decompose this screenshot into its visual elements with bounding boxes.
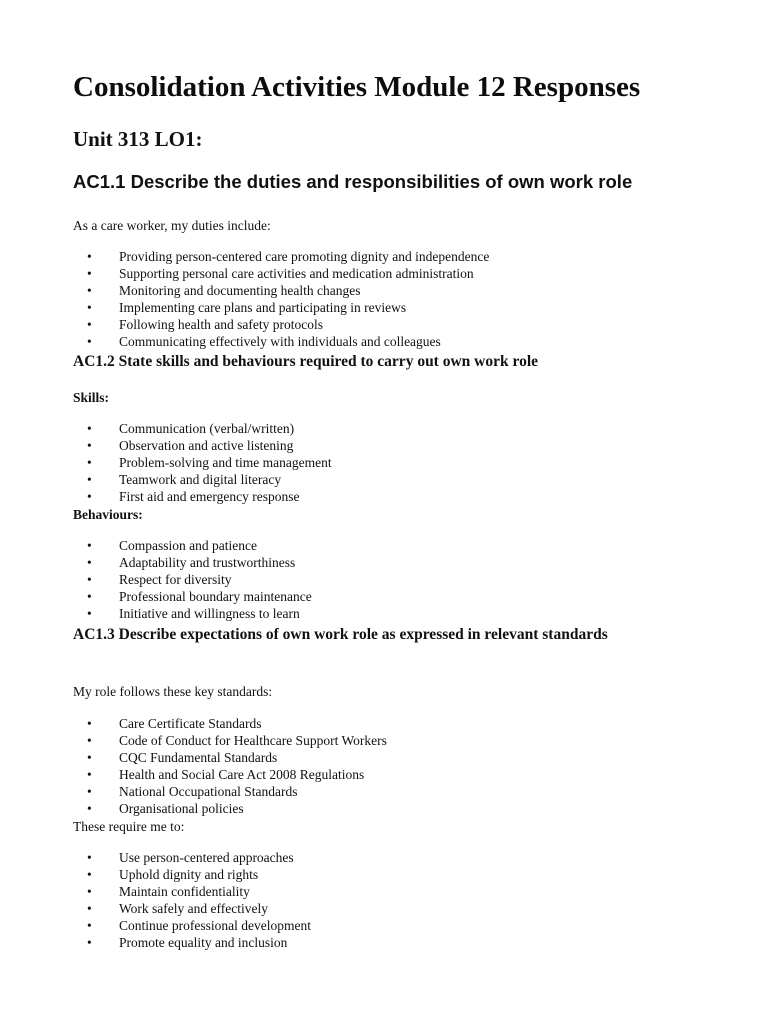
bullet-icon: •	[87, 918, 92, 933]
bullet-icon: •	[87, 850, 92, 865]
bullet-icon: •	[87, 283, 92, 298]
bullet-icon: •	[87, 935, 92, 950]
bullet-icon: •	[87, 421, 92, 436]
list-item	[73, 800, 713, 817]
bullet-icon: •	[87, 249, 92, 264]
bullet-icon: •	[87, 334, 92, 349]
bullet-icon: •	[87, 538, 92, 553]
list-item-text: Problem-solving and time management	[119, 455, 332, 470]
document-title: Consolidation Activities Module 12 Responses	[73, 71, 641, 103]
bullet-icon: •	[87, 606, 92, 621]
bullet-icon: •	[87, 438, 92, 453]
list-item	[73, 766, 713, 783]
ac11-heading: AC1.1 Describe the duties and responsibilities of own work role	[73, 171, 633, 192]
list-item-text: Following health and safety protocols	[119, 317, 323, 332]
list-item-text: Work safely and effectively	[119, 901, 268, 916]
list-item-text: CQC Fundamental Standards	[119, 750, 278, 765]
bullet-icon: •	[87, 801, 92, 816]
list-item-text: National Occupational Standards	[119, 784, 298, 799]
bullet-icon: •	[87, 767, 92, 782]
list-item-text: Observation and active listening	[119, 438, 294, 453]
ac11-intro: As a care worker, my duties include:	[73, 218, 271, 233]
unit-heading: Unit 313 LO1:	[73, 127, 203, 151]
requirements-label: These require me to:	[73, 819, 185, 834]
list-item-text: Health and Social Care Act 2008 Regulations	[119, 767, 365, 782]
bullet-icon: •	[87, 901, 92, 916]
list-item-text: Communication (verbal/written)	[119, 421, 295, 436]
ac13-heading: AC1.3 Describe expectations of own work role as expressed in relevant standards	[73, 626, 608, 643]
ac13-intro: My role follows these key standards:	[73, 684, 273, 699]
bullet-icon: •	[87, 750, 92, 765]
bullet-icon: •	[87, 455, 92, 470]
bullet-icon: •	[87, 716, 92, 731]
list-item	[73, 849, 713, 866]
list-item	[73, 282, 713, 299]
list-item-text: Supporting personal care activities and medication administration	[119, 266, 474, 281]
bullet-icon: •	[87, 589, 92, 604]
bullet-icon: •	[87, 472, 92, 487]
list-item	[73, 554, 713, 571]
bullet-icon: •	[87, 489, 92, 504]
list-item	[73, 265, 713, 282]
list-item	[73, 571, 713, 588]
list-item	[73, 454, 713, 471]
list-item-text: Monitoring and documenting health changes	[119, 283, 361, 298]
list-item-text: Implementing care plans and participating in reviews	[119, 300, 407, 315]
list-item-text: Maintain confidentiality	[119, 884, 250, 899]
list-item-text: Professional boundary maintenance	[119, 589, 312, 604]
list-item	[73, 437, 713, 454]
list-item	[73, 333, 713, 350]
list-item	[73, 917, 713, 934]
list-item-text: Initiative and willingness to learn	[119, 606, 300, 621]
list-item	[73, 732, 713, 749]
standards-list	[73, 715, 713, 817]
list-item	[73, 883, 713, 900]
list-item	[73, 471, 713, 488]
list-item	[73, 420, 713, 437]
requirements-list	[73, 849, 713, 951]
list-item	[73, 715, 713, 732]
list-item-text: Code of Conduct for Healthcare Support Workers	[119, 733, 387, 748]
bullet-icon: •	[87, 572, 92, 587]
bullet-icon: •	[87, 784, 92, 799]
list-item	[73, 299, 713, 316]
list-item-text: First aid and emergency response	[119, 489, 300, 504]
list-item	[73, 749, 713, 766]
behaviours-label: Behaviours:	[73, 507, 143, 522]
list-item-text: Use person-centered approaches	[119, 850, 294, 865]
list-item	[73, 783, 713, 800]
list-item-text: Adaptability and trustworthiness	[119, 555, 296, 570]
list-item-text: Compassion and patience	[119, 538, 257, 553]
bullet-icon: •	[87, 266, 92, 281]
list-item-text: Providing person-centered care promoting dignity and independence	[119, 249, 490, 264]
ac11-duties-list	[73, 248, 713, 350]
list-item	[73, 488, 713, 505]
list-item-text: Communicating effectively with individuals and colleagues	[119, 334, 441, 349]
list-item	[73, 588, 713, 605]
list-item-text: Continue professional development	[119, 918, 311, 933]
list-item-text: Respect for diversity	[119, 572, 232, 587]
list-item-text: Teamwork and digital literacy	[119, 472, 282, 487]
list-item	[73, 900, 713, 917]
behaviours-list	[73, 537, 713, 622]
bullet-icon: •	[87, 733, 92, 748]
list-item-text: Care Certificate Standards	[119, 716, 262, 731]
list-item	[73, 866, 713, 883]
list-item	[73, 934, 713, 951]
bullet-icon: •	[87, 317, 92, 332]
bullet-icon: •	[87, 300, 92, 315]
list-item	[73, 248, 713, 265]
bullet-icon: •	[87, 884, 92, 899]
list-item	[73, 605, 713, 622]
bullet-icon: •	[87, 867, 92, 882]
list-item	[73, 537, 713, 554]
list-item-text: Uphold dignity and rights	[119, 867, 259, 882]
list-item-text: Promote equality and inclusion	[119, 935, 288, 950]
ac12-heading: AC1.2 State skills and behaviours required to carry out own work role	[73, 353, 539, 370]
bullet-icon: •	[87, 555, 92, 570]
list-item-text: Organisational policies	[119, 801, 244, 816]
skills-list	[73, 420, 713, 505]
list-item	[73, 316, 713, 333]
skills-label: Skills:	[73, 390, 110, 405]
